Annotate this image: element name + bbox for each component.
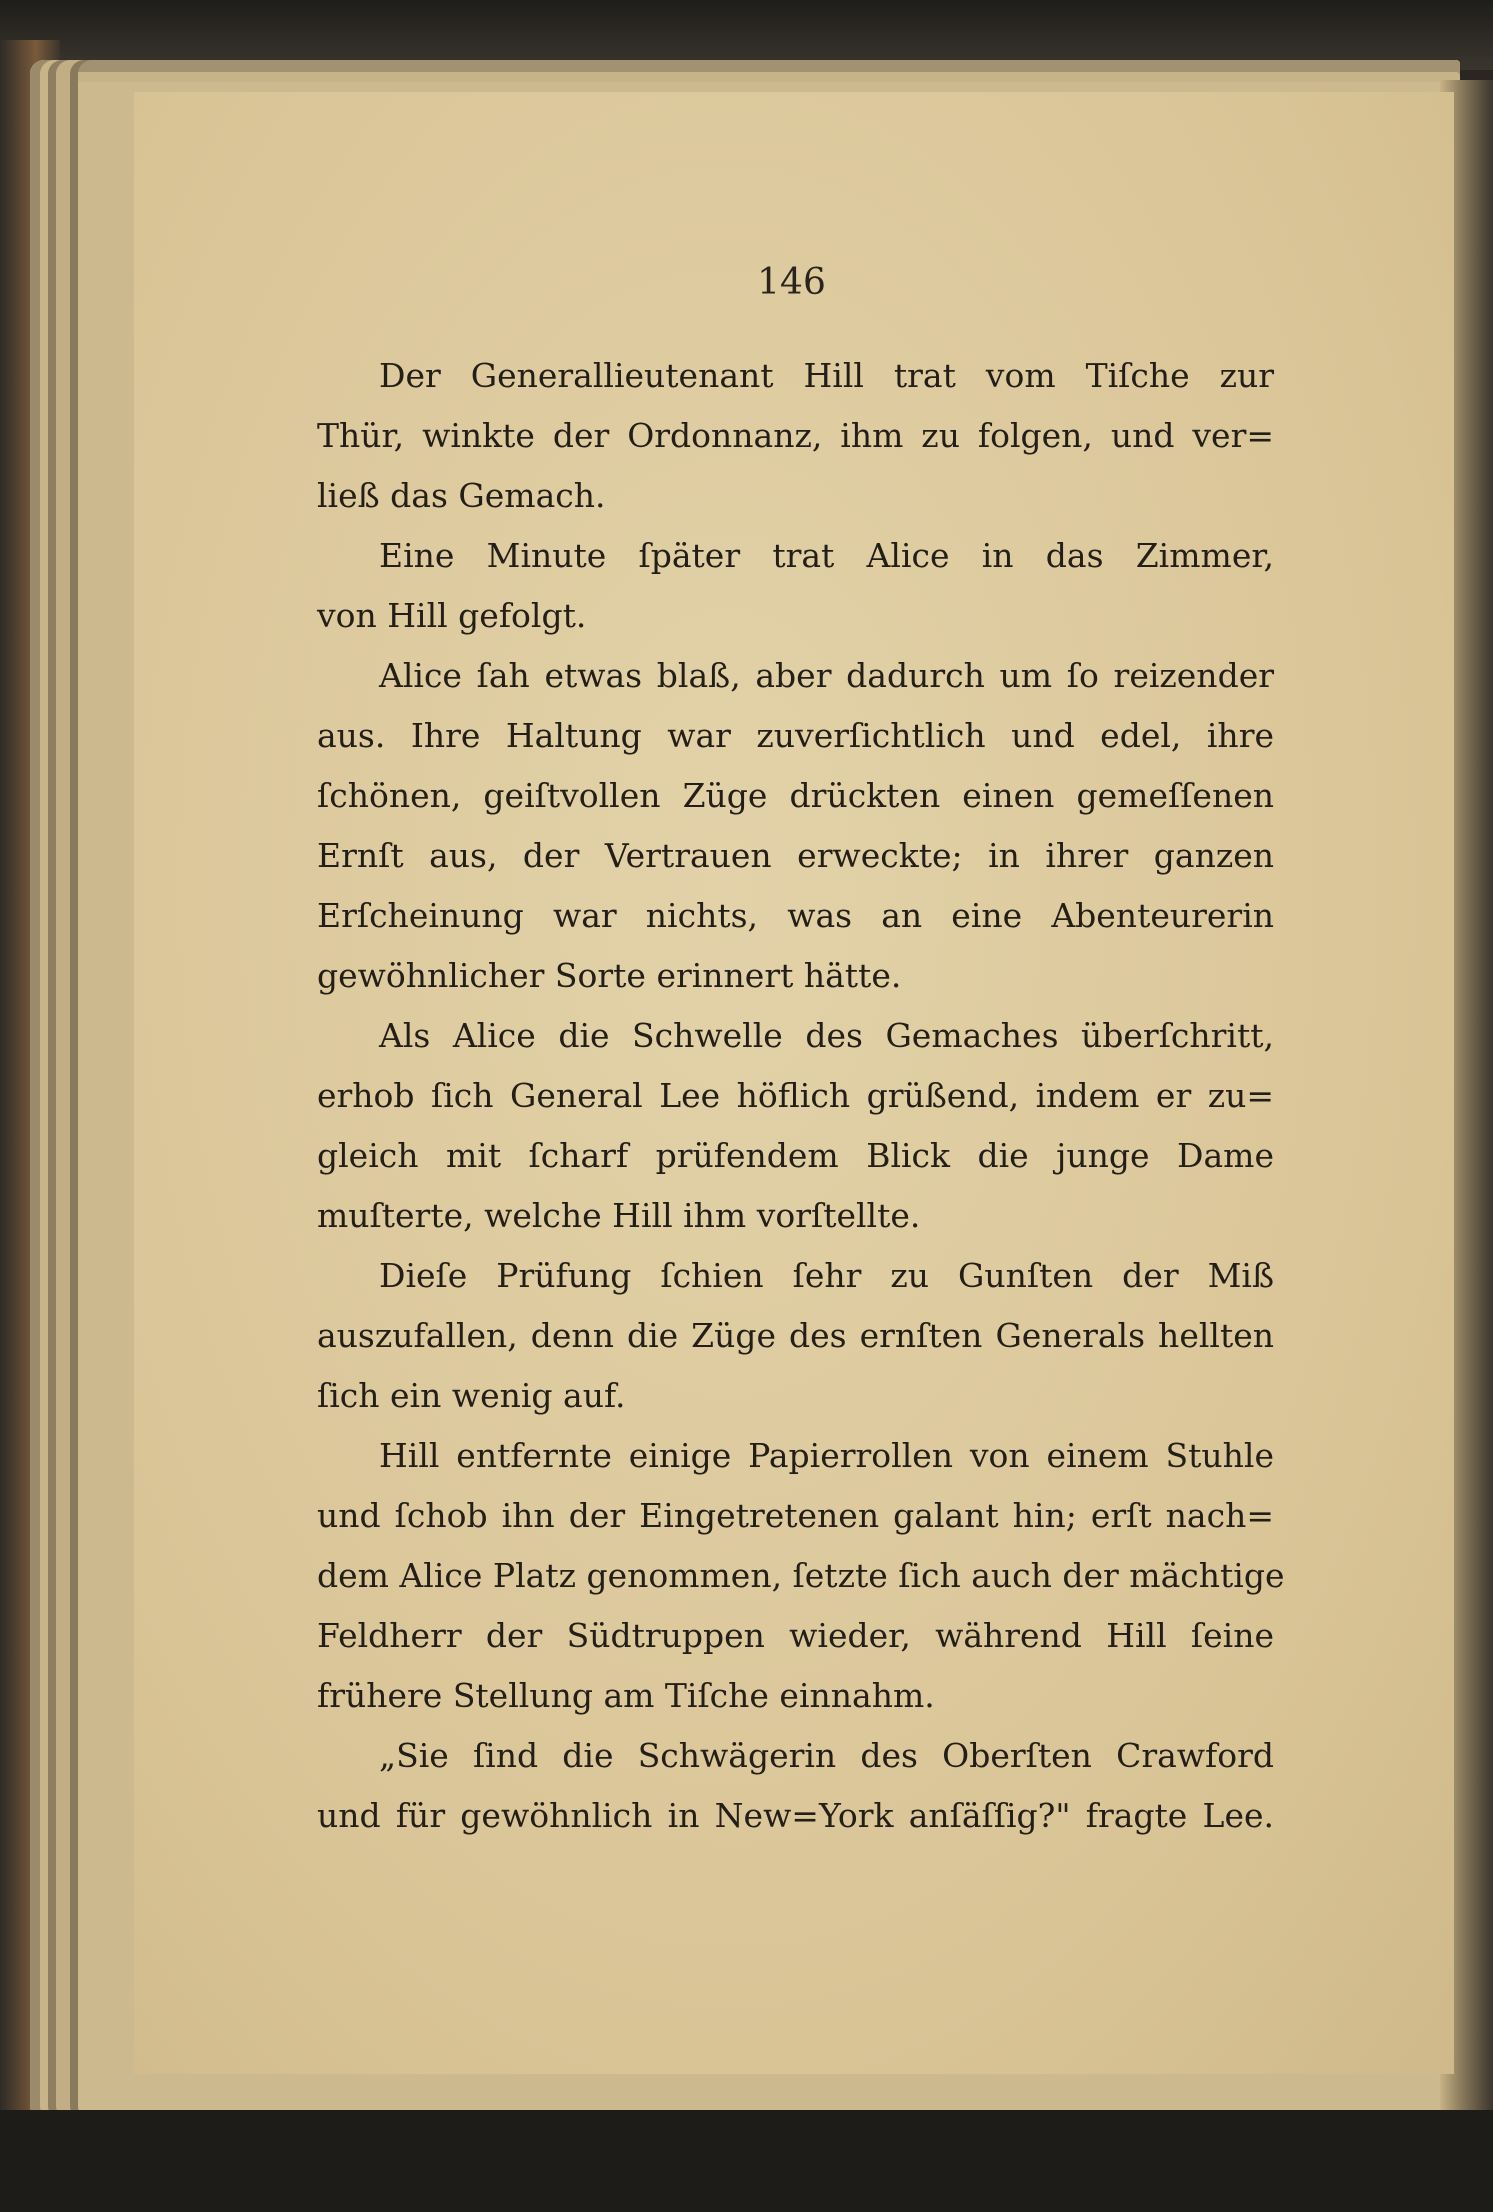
text-line: dem Alice Platz genommen, ſetzte ſich auch der mächtige bbox=[317, 1556, 1285, 1595]
book-cover-bottom bbox=[0, 2110, 1493, 2212]
page-number: 146 bbox=[757, 262, 826, 303]
text-line: Der Generallieutenant Hill trat vom Tiſche zur bbox=[379, 356, 1274, 395]
text-line: Dieſe Prüfung ſchien ſehr zu Gunſten der Miß bbox=[379, 1256, 1274, 1295]
text-line: von Hill gefolgt. bbox=[317, 596, 587, 635]
text-line: Eine Minute ſpäter trat Alice in das Zimmer, bbox=[379, 536, 1274, 575]
text-line: Hill entfernte einige Papierrollen von einem Stuhle bbox=[379, 1436, 1274, 1475]
text-line: „Sie ſind die Schwägerin des Oberſten Crawford bbox=[379, 1736, 1274, 1775]
text-line: gleich mit ſcharf prüfendem Blick die junge Dame bbox=[317, 1136, 1274, 1175]
text-line: muſterte, welche Hill ihm vorſtellte. bbox=[317, 1196, 921, 1235]
text-line: Thür, winkte der Ordonnanz, ihm zu folgen, und ver= bbox=[317, 416, 1274, 455]
text-line: Ernſt aus, der Vertrauen erweckte; in ihrer ganzen bbox=[317, 836, 1274, 875]
text-line: Feldherr der Südtruppen wieder, während Hill ſeine bbox=[317, 1616, 1274, 1655]
text-line: gewöhnlicher Sorte erinnert hätte. bbox=[317, 956, 902, 995]
body-text bbox=[317, 346, 1285, 1846]
text-line: Erſcheinung war nichts, was an eine Abenteurerin bbox=[317, 896, 1274, 935]
text-line: aus. Ihre Haltung war zuverſichtlich und edel, ihre bbox=[317, 716, 1274, 755]
text-line: und ſchob ihn der Eingetretenen galant hin; erſt nach= bbox=[317, 1496, 1274, 1535]
text-line: und für gewöhnlich in New=York anſäſſig?" fragte Lee. bbox=[317, 1796, 1274, 1835]
text-line: ſich ein wenig auf. bbox=[317, 1376, 626, 1415]
text-line: auszufallen, denn die Züge des ernſten Generals hellten bbox=[317, 1316, 1274, 1355]
text-line: ſchönen, geiſtvollen Züge drückten einen gemeſſenen bbox=[317, 776, 1274, 815]
text-line: Als Alice die Schwelle des Gemaches überſchritt, bbox=[379, 1016, 1274, 1055]
text-line: erhob ſich General Lee höflich grüßend, indem er zu= bbox=[317, 1076, 1274, 1115]
text-line: Alice ſah etwas blaß, aber dadurch um ſo reizender bbox=[379, 656, 1274, 695]
text-line: ließ das Gemach. bbox=[317, 476, 606, 515]
text-line: frühere Stellung am Tiſche einnahm. bbox=[317, 1676, 935, 1715]
